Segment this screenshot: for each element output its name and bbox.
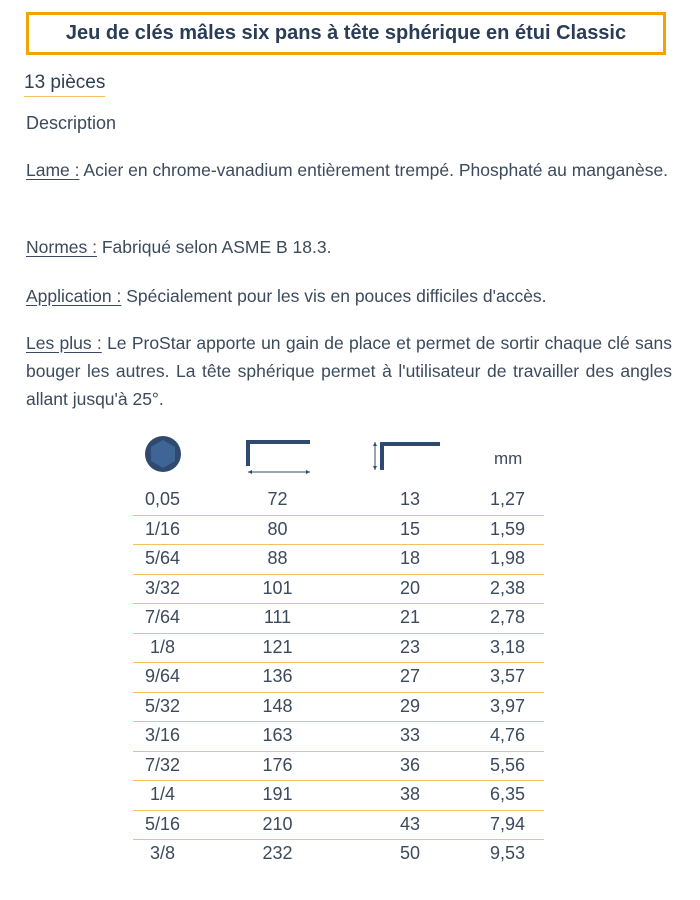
label-lame: Lame : bbox=[26, 160, 80, 180]
long-leg-cell: 176 bbox=[262, 754, 293, 775]
table-row bbox=[133, 604, 544, 634]
page-title: Jeu de clés mâles six pans à tête sphérique en étui Classic bbox=[65, 22, 627, 44]
table-row bbox=[133, 545, 544, 575]
long-leg-cell: 80 bbox=[267, 518, 288, 539]
size-inch-cell: 1/4 bbox=[149, 784, 176, 804]
size-mm-cell: 6,35 bbox=[489, 784, 526, 804]
short-leg-cell: 13 bbox=[399, 489, 421, 509]
short-leg-cell: 27 bbox=[399, 666, 421, 686]
label-normes: Normes : bbox=[26, 237, 97, 257]
long-leg-cell: 88 bbox=[267, 548, 288, 568]
long-leg-cell: 136 bbox=[262, 666, 293, 686]
title-box bbox=[26, 12, 666, 55]
long-leg-cell: 148 bbox=[262, 695, 293, 716]
size-inch-cell: 1/16 bbox=[144, 518, 181, 539]
table-row bbox=[133, 486, 544, 516]
short-leg-cell: 18 bbox=[399, 548, 421, 568]
short-leg-cell: 15 bbox=[399, 518, 421, 539]
table-row bbox=[133, 840, 544, 869]
table-row bbox=[133, 752, 544, 782]
size-mm-cell: 5,56 bbox=[489, 754, 526, 775]
size-mm-cell: 2,38 bbox=[489, 577, 526, 598]
size-mm-cell: 1,98 bbox=[489, 548, 526, 568]
long-leg-cell: 163 bbox=[262, 725, 293, 745]
description-heading: Description bbox=[26, 113, 117, 133]
size-inch-cell: 5/16 bbox=[144, 813, 181, 834]
size-inch-cell: 7/64 bbox=[144, 607, 181, 627]
text-plus: Le ProStar apporte un gain de place et permet de sortir chaque clé sans bouger les autres. La tête sphérique permet à l'utilisateur de travailler des angles allant jusqu'à 25°. bbox=[26, 333, 672, 409]
short-leg-cell: 20 bbox=[399, 577, 421, 598]
size-inch-cell: 1/8 bbox=[149, 636, 176, 657]
short-leg-cell: 43 bbox=[399, 813, 421, 834]
size-inch-cell: 0,05 bbox=[144, 489, 181, 509]
short-leg-length-icon bbox=[365, 436, 455, 476]
short-leg-cell: 36 bbox=[399, 754, 421, 775]
size-mm-cell: 4,76 bbox=[489, 725, 526, 745]
size-inch-cell: 3/16 bbox=[144, 725, 181, 745]
paragraph-normes bbox=[26, 233, 672, 261]
long-leg-cell: 210 bbox=[262, 813, 293, 834]
paragraph-lame bbox=[26, 156, 672, 184]
paragraph-application bbox=[26, 282, 672, 310]
short-leg-cell: 38 bbox=[399, 784, 421, 804]
size-mm-cell: 2,78 bbox=[489, 607, 526, 627]
size-mm-cell: 3,18 bbox=[489, 636, 526, 657]
size-mm-cell: 3,97 bbox=[489, 695, 526, 716]
label-application: Application : bbox=[26, 286, 122, 306]
text-normes: Fabriqué selon ASME B 18.3. bbox=[101, 237, 332, 257]
piece-count: 13 pièces bbox=[24, 72, 105, 97]
table-row bbox=[133, 722, 544, 752]
size-table bbox=[133, 486, 544, 869]
table-row bbox=[133, 634, 544, 664]
table-row bbox=[133, 575, 544, 605]
unit-header-mm: mm bbox=[494, 449, 523, 468]
long-leg-cell: 232 bbox=[262, 843, 293, 863]
label-plus: Les plus : bbox=[26, 333, 102, 353]
paragraph-plus bbox=[26, 329, 672, 413]
short-leg-cell: 29 bbox=[399, 695, 421, 716]
table-row bbox=[133, 811, 544, 841]
long-leg-cell: 72 bbox=[267, 489, 288, 509]
size-inch-cell: 5/32 bbox=[144, 695, 181, 716]
long-leg-cell: 121 bbox=[262, 636, 293, 657]
text-lame: Acier en chrome-vanadium entièrement trempé. Phosphaté au manganèse. bbox=[83, 160, 669, 180]
long-leg-cell: 191 bbox=[262, 784, 293, 804]
table-row bbox=[133, 781, 544, 811]
long-leg-cell: 111 bbox=[263, 607, 292, 627]
short-leg-cell: 50 bbox=[399, 843, 421, 863]
size-inch-cell: 7/32 bbox=[144, 754, 181, 775]
table-row bbox=[133, 663, 544, 693]
table-row bbox=[133, 693, 544, 723]
long-leg-cell: 101 bbox=[262, 577, 293, 598]
size-inch-cell: 9/64 bbox=[144, 666, 181, 686]
long-leg-length-icon bbox=[230, 436, 325, 476]
size-inch-cell: 3/8 bbox=[149, 843, 176, 863]
short-leg-cell: 21 bbox=[399, 607, 421, 627]
short-leg-cell: 23 bbox=[399, 636, 421, 657]
short-leg-cell: 33 bbox=[399, 725, 421, 745]
hexagon-icon bbox=[130, 436, 195, 476]
size-mm-cell: 3,57 bbox=[489, 666, 526, 686]
size-inch-cell: 5/64 bbox=[144, 548, 181, 568]
size-mm-cell: 7,94 bbox=[489, 813, 526, 834]
table-row bbox=[133, 516, 544, 546]
size-mm-cell: 1,59 bbox=[489, 518, 526, 539]
size-inch-cell: 3/32 bbox=[144, 577, 181, 598]
size-mm-cell: 9,53 bbox=[489, 843, 526, 863]
size-mm-cell: 1,27 bbox=[489, 489, 526, 509]
text-application: Spécialement pour les vis en pouces difficiles d'accès. bbox=[126, 286, 547, 306]
